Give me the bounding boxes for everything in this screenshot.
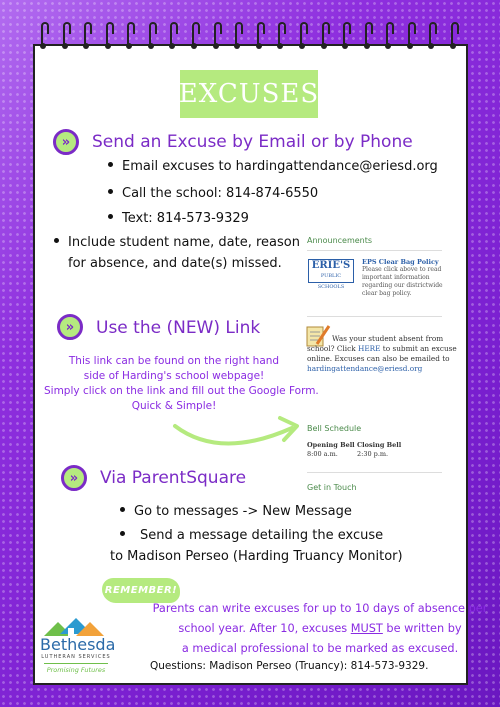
list-item: [108, 159, 438, 174]
eps-announcement-link[interactable]: EPS Clear Bag Policy: [362, 258, 439, 266]
list-item: Send a message detailing the excuse: [120, 528, 383, 543]
eps-logo: ERIE'S PUBLIC SCHOOLS: [308, 259, 354, 283]
remember-badge: REMEMBER!: [102, 578, 180, 603]
divider: [307, 472, 442, 473]
email-item: Email excuses to hardingattendance@eriesd.org: [122, 159, 438, 174]
include-line-2: for absence, and date(s) missed.: [68, 256, 282, 271]
eps-announcement: EPS Clear Bag Policy Please click above to read important information regarding our districtwide clear bag policy.: [362, 258, 447, 298]
questions-contact: Questions: Madison Perseo (Truancy): 814-573-9329.: [150, 660, 429, 672]
get-in-touch-heading: Get in Touch: [307, 483, 357, 492]
divider: [307, 250, 442, 251]
include-line-1: Include student name, date, reason: [68, 235, 300, 250]
spiral-ring: [256, 22, 266, 48]
spiral-ring: [407, 22, 417, 48]
spiral-ring: [234, 22, 244, 48]
spiral-ring: [126, 22, 136, 48]
list-item: [108, 186, 318, 201]
spiral-ring: [62, 22, 72, 48]
spiral-ring: [428, 22, 438, 48]
spiral-binding: [40, 22, 460, 52]
spiral-ring: [191, 22, 201, 48]
spiral-ring: [213, 22, 223, 48]
opening-bell-label: Opening Bell: [307, 441, 355, 449]
spiral-ring: [148, 22, 158, 48]
section-email-phone-heading: Send an Excuse by Email or by Phone: [92, 132, 413, 152]
here-link[interactable]: HERE: [357, 344, 381, 353]
divider: [307, 316, 442, 317]
list-item: [108, 211, 249, 226]
spiral-ring: [105, 22, 115, 48]
call-item: Call the school: 814-874-6550: [122, 186, 319, 201]
closing-bell-label: Closing Bell: [357, 441, 402, 449]
section-link-heading: Use the (NEW) Link: [96, 318, 261, 338]
list-item-continued: to Madison Perseo (Harding Truancy Monitor): [110, 549, 403, 564]
spiral-ring: [364, 22, 374, 48]
closing-time: 2:30 p.m.: [357, 450, 389, 458]
email-link[interactable]: hardingattendance@eriesd.org: [307, 364, 423, 373]
list-item: [54, 235, 300, 250]
link-instructions: This link can be found on the right hand side of Harding's school webpage! Simply click on the link and fill out the Google Form. Quick & Simple!: [44, 355, 319, 412]
announcements-heading: Announcements: [307, 236, 373, 245]
remember-note: Parents can write excuses for up to 10 days of absence per school year. After 10, excuses MUST be written by a medical professional to be marked as excused.: [152, 602, 488, 655]
chevron-right-icon: »: [53, 129, 79, 155]
spiral-ring: [342, 22, 352, 48]
chevron-right-icon: »: [61, 465, 87, 491]
bell-schedule-heading: Bell Schedule: [307, 424, 362, 433]
list-item: Go to messages -> New Message: [120, 504, 352, 519]
spiral-ring: [450, 22, 460, 48]
opening-time: 8:00 a.m.: [307, 450, 338, 458]
arrow-icon: [170, 400, 310, 455]
spiral-ring: [385, 22, 395, 48]
spiral-ring: [299, 22, 309, 48]
text-item: Text: 814-573-9329: [122, 211, 249, 226]
bethesda-logo: Bethesda LUTHERAN SERVICES Promising Futures: [40, 635, 116, 674]
spiral-ring: [83, 22, 93, 48]
absence-notice: Was your student absent from school? Click HERE to submit an excuse online. Excuses can also be emailed to hardingattendance@eriesd.org: [307, 334, 457, 373]
spiral-ring: [169, 22, 179, 48]
spiral-ring: [40, 22, 50, 48]
page-title: EXCUSES: [180, 70, 318, 118]
section-parentsquare-heading: Via ParentSquare: [100, 468, 247, 488]
spiral-ring: [277, 22, 287, 48]
chevron-right-icon: »: [57, 314, 83, 340]
spiral-ring: [321, 22, 331, 48]
